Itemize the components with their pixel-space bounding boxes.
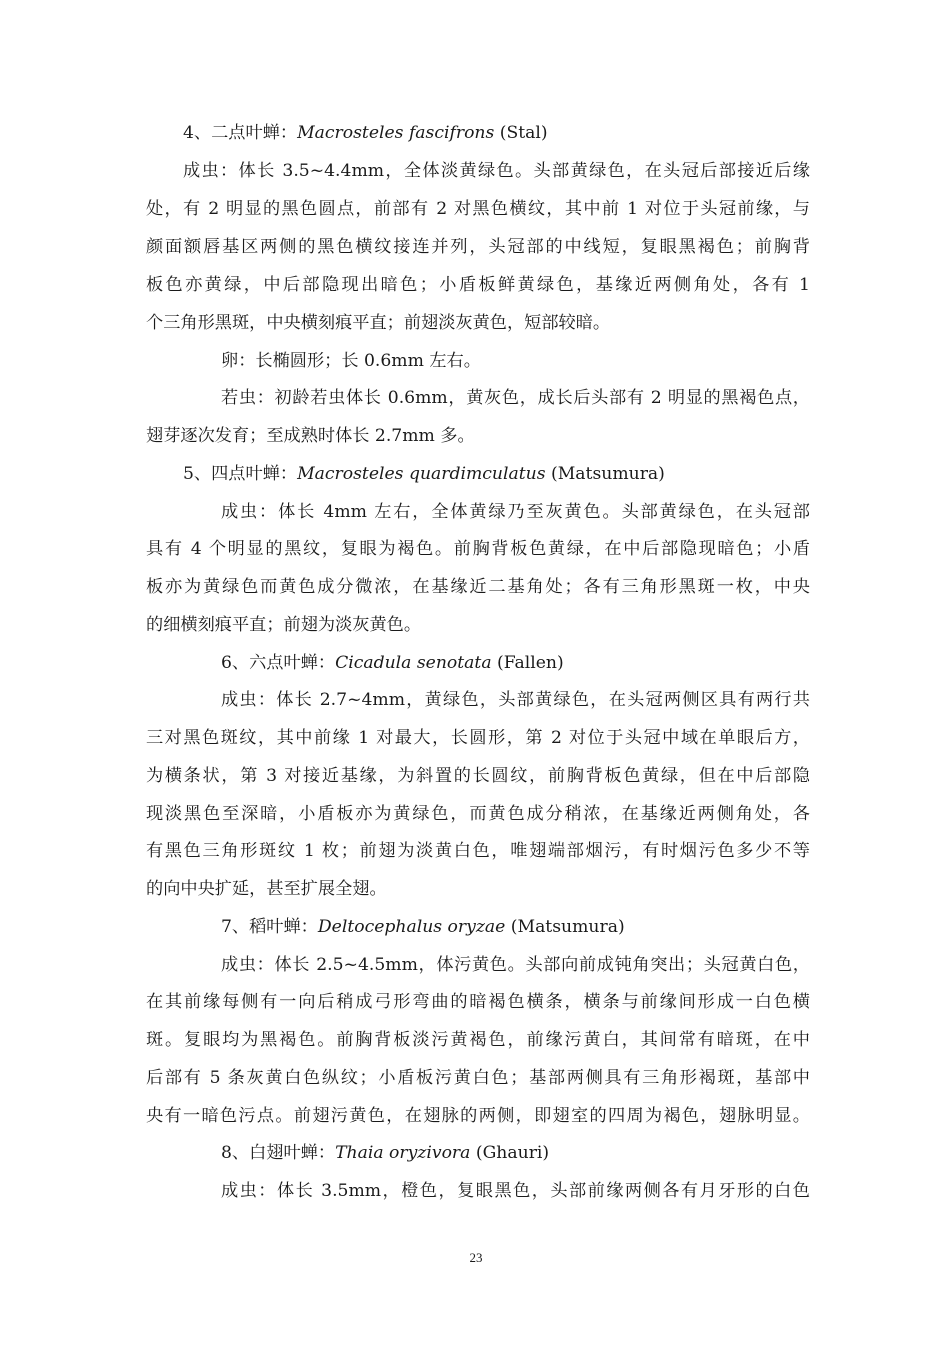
heading-author: (Stal) [494,123,548,143]
body-line: 为横条状，第 3 对接近基缘，为斜置的长圆纹，前胸背板色黄绿，但在中后部隐 [146,766,810,786]
body-line: 的向中央扩延，甚至扩展全翅。 [146,879,387,899]
body-line: 成虫：体长 2.7~4mm，黄绿色，头部黄绿色，在头冠两侧区具有两行共 [221,690,810,710]
heading-latin-name: Thaia oryzivora [335,1143,471,1163]
body-line: 在其前缘每侧有一向后稍成弓形弯曲的暗褐色横条，横条与前缘间形成一白色横 [146,992,810,1012]
page-number: 23 [469,1250,483,1265]
body-line: 的细横刻痕平直；前翅为淡灰黄色。 [146,615,422,635]
body-line: 三对黑色斑纹，其中前缘 1 对最大，长圆形，第 2 对位于头冠中域在单眼后方， [146,728,810,748]
heading-latin-name: Deltocephalus oryzae [317,917,506,937]
entry-heading [221,1141,885,1165]
heading-author: (Fallen) [491,653,564,673]
body-line: 若虫：初龄若虫体长 0.6mm，黄灰色，成长后头部有 2 明显的黑褐色点， [221,388,810,408]
body-line: 现淡黑色至深暗，小盾板亦为黄绿色，而黄色成分稍浓，在基缘近两侧角处，各 [146,804,810,824]
entry-heading [221,651,885,675]
heading-author: (Matsumura) [545,464,665,484]
heading-author: (Matsumura) [505,917,625,937]
body-line: 成虫：体长 2.5~4.5mm，体污黄色。头部向前成钝角突出；头冠黄白色， [221,955,810,975]
heading-latin-name: Macrosteles quardimculatus [297,464,546,484]
body-line: 个三角形黑斑，中央横刻痕平直；前翅淡灰黄色，短部较暗。 [146,313,611,333]
heading-prefix: 4、二点叶蝉： [183,123,298,143]
body-line: 翅芽逐次发育；至成熟时体长 2.7mm 多。 [146,426,475,446]
body-line: 斑。复眼均为黑褐色。前胸背板淡污黄褐色，前缘污黄白，其间常有暗斑，在中 [146,1030,810,1050]
entry-heading [183,462,847,486]
heading-prefix: 8、白翅叶蝉： [221,1143,336,1163]
entry-heading [183,121,847,145]
heading-latin-name: Cicadula senotata [335,653,492,673]
heading-prefix: 7、稻叶蝉： [221,917,318,937]
body-line: 成虫：体长 3.5~4.4mm，全体淡黄绿色。头部黄绿色，在头冠后部接近后缘 [183,161,810,181]
body-line: 卵：长椭圆形；长 0.6mm 左右。 [221,351,481,371]
heading-author: (Ghauri) [470,1143,550,1163]
entry-heading [221,915,885,939]
heading-latin-name: Macrosteles fascifrons [297,123,495,143]
body-line: 颜面额唇基区两侧的黑色横纹接连并列，头冠部的中线短，复眼黑褐色；前胸背 [146,237,810,257]
body-line: 具有 4 个明显的黑纹，复眼为褐色。前胸背板色黄绿，在中后部隐现暗色；小盾 [146,539,810,559]
body-line: 板亦为黄绿色而黄色成分微浓，在基缘近二基角处；各有三角形黑斑一枚，中央 [146,577,810,597]
body-line: 成虫：体长 4mm 左右，全体黄绿乃至灰黄色。头部黄绿色，在头冠部 [221,502,810,522]
heading-prefix: 5、四点叶蝉： [183,464,298,484]
body-line: 有黑色三角形斑纹 1 枚；前翅为淡黄白色，唯翅端部烟污，有时烟污色多少不等 [146,841,810,861]
body-line: 处，有 2 明显的黑色圆点，前部有 2 对黑色横纹，其中前 1 对位于头冠前缘，与 [146,199,810,219]
body-line: 央有一暗色污点。前翅污黄色，在翅脉的两侧，即翅室的四周为褐色，翅脉明显。 [146,1106,810,1126]
body-line: 板色亦黄绿，中后部隐现出暗色；小盾板鲜黄绿色，基缘近两侧角处，各有 1 [146,275,810,295]
body-line: 后部有 5 条灰黄白色纵纹；小盾板污黄白色；基部两侧具有三角形褐斑，基部中 [146,1068,810,1088]
body-line: 成虫：体长 3.5mm，橙色，复眼黑色，头部前缘两侧各有月牙形的白色 [221,1181,810,1201]
heading-prefix: 6、六点叶蝉： [221,653,336,673]
